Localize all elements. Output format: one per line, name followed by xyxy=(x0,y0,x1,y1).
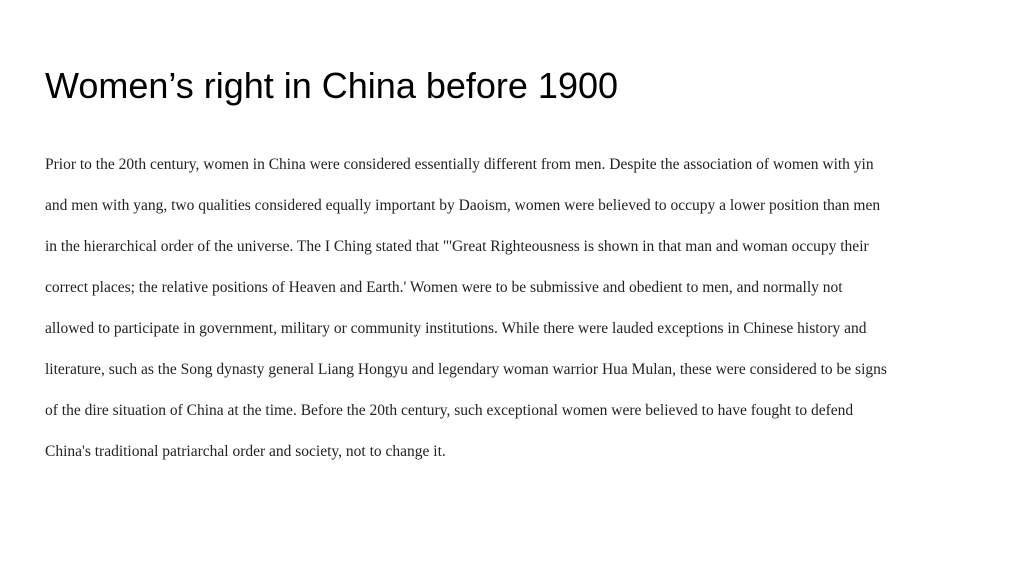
body-line: literature, such as the Song dynasty general Liang Hongyu and legendary woman warrior Hua Mulan, these were considered to be signs xyxy=(45,361,887,378)
body-paragraph xyxy=(45,144,1005,472)
slide-title: Women’s right in China before 1900 xyxy=(45,65,619,106)
body-line: China's traditional patriarchal order and society, not to change it. xyxy=(45,443,446,460)
body-line: in the hierarchical order of the universe. The I Ching stated that "'Great Righteousness is shown in that man and woman occupy their xyxy=(45,238,869,255)
body-line: correct places; the relative positions of Heaven and Earth.' Women were to be submissive and obedient to men, and normally not xyxy=(45,279,843,296)
body-line: Prior to the 20th century, women in China were considered essentially different from men. Despite the association of women with yin xyxy=(45,156,874,173)
body-line: allowed to participate in government, military or community institutions. While there were lauded exceptions in Chinese history and xyxy=(45,320,867,337)
body-line: and men with yang, two qualities considered equally important by Daoism, women were believed to occupy a lower position than men xyxy=(45,197,881,214)
body-line: of the dire situation of China at the time. Before the 20th century, such exceptional women were believed to have fought to defend xyxy=(45,402,854,419)
